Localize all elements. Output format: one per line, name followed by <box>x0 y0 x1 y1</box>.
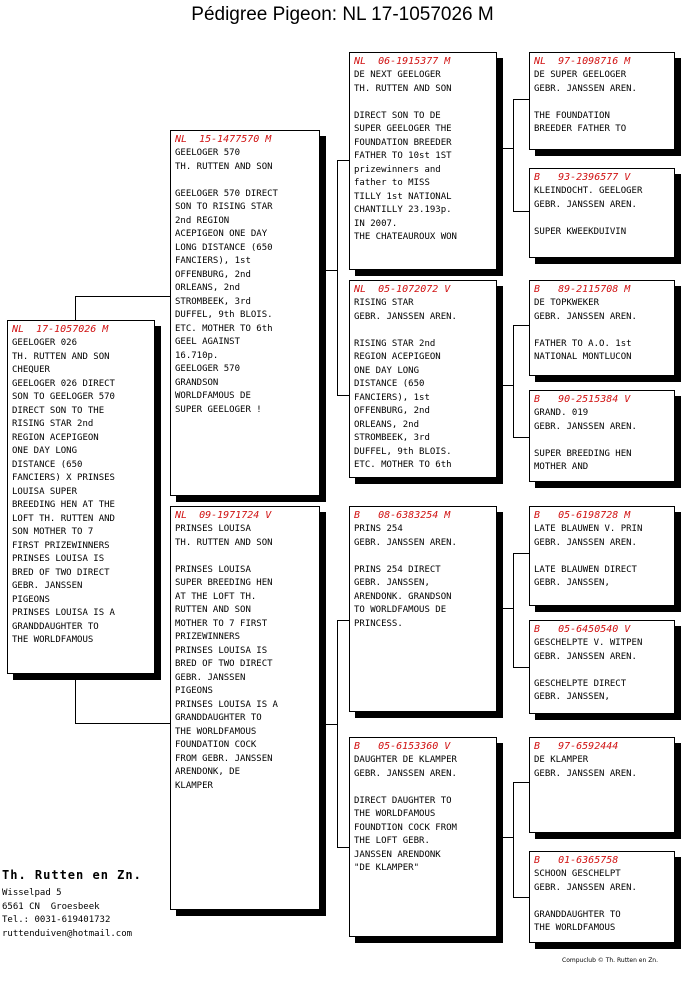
pigeon-description: DE NEXT GEELOGER TH. RUTTEN AND SON DIRECT SON TO DE SUPER GEELOGER THE FOUNDATION BREEDER FATHER TO 10st 1ST prizewinners and father to MISS TILLY 1st NATIONAL CHANTILLY 23.193p. IN 2007. THE CHATEAUROUX WON <box>354 70 457 242</box>
connector <box>513 99 529 100</box>
breeder-city: 6561 CN Groesbeek <box>2 901 100 912</box>
pigeon-description: RISING STAR GEBR. JANSSEN AREN. RISING STAR 2nd REGION ACEPIGEON ONE DAY LONG DISTANCE (650 FANCIERS), 1st OFFENBURG, 2nd ORLEANS, 2nd STROMBEEK, 3rd DUFFEL, 9th BLOIS. ETC. MOTHER TO 6th <box>354 298 457 470</box>
connector <box>513 782 514 898</box>
great-grandparent-card[interactable] <box>529 851 675 943</box>
great-grandparent-card[interactable] <box>529 52 675 150</box>
connector <box>322 270 338 271</box>
connector <box>322 724 338 725</box>
ring-number: NL 06-1915377 M <box>354 56 451 67</box>
connector <box>513 782 529 783</box>
ring-number: B 89-2115708 M <box>534 284 631 295</box>
connector <box>513 897 529 898</box>
grandparent-card[interactable] <box>349 52 497 270</box>
ring-number: B 05-6450540 V <box>534 624 631 635</box>
pigeon-description: GESCHELPTE V. WITPEN GEBR. JANSSEN AREN. GESCHELPTE DIRECT GEBR. JANSSEN, <box>534 638 643 702</box>
grandparent-card[interactable] <box>349 280 497 478</box>
connector <box>337 620 338 848</box>
great-grandparent-card[interactable] <box>529 168 675 258</box>
ring-number: NL 17-1057026 M <box>12 324 109 335</box>
breeder-info <box>2 867 142 941</box>
dam-card[interactable] <box>170 506 320 910</box>
pigeon-description: DE SUPER GEELOGER GEBR. JANSSEN AREN. THE FOUNDATION BREEDER FATHER TO <box>534 70 637 134</box>
great-grandparent-card[interactable] <box>529 506 675 606</box>
connector <box>75 296 170 297</box>
pigeon-description: LATE BLAUWEN V. PRIN GEBR. JANSSEN AREN. LATE BLAUWEN DIRECT GEBR. JANSSEN, <box>534 524 643 588</box>
connector <box>75 296 76 322</box>
connector <box>513 553 529 554</box>
connector <box>500 608 514 609</box>
great-grandparent-card[interactable] <box>529 620 675 714</box>
pigeon-description: GRAND. 019 GEBR. JANSSEN AREN. SUPER BREEDING HEN MOTHER AND <box>534 408 637 472</box>
ring-number: B 05-6198728 M <box>534 510 631 521</box>
pigeon-description: KLEINDOCHT. GEELOGER GEBR. JANSSEN AREN. SUPER KWEEKDUIVIN <box>534 186 643 237</box>
ring-number: B 90-2515384 V <box>534 394 631 405</box>
connector <box>513 437 529 438</box>
page-title: Pédigree Pigeon: NL 17-1057026 M <box>191 4 494 25</box>
ring-number: B 08-6383254 M <box>354 510 451 521</box>
connector <box>337 395 349 396</box>
connector <box>513 667 529 668</box>
grandparent-card[interactable] <box>349 506 497 712</box>
ring-number: NL 09-1971724 V <box>175 510 272 521</box>
connector <box>337 160 338 396</box>
connector <box>513 99 514 212</box>
pigeon-description: DAUGHTER DE KLAMPER GEBR. JANSSEN AREN. DIRECT DAUGHTER TO THE WORLDFAMOUS FOUNDTION COCK FROM THE LOFT GEBR. JANSSEN ARENDONK "DE KLAMPER" <box>354 755 457 873</box>
connector <box>75 674 76 724</box>
connector <box>75 723 170 724</box>
ring-number: B 01-6365758 <box>534 855 619 866</box>
sire-card[interactable] <box>170 130 320 496</box>
great-grandparent-card[interactable] <box>529 737 675 833</box>
ring-number: NL 05-1072072 V <box>354 284 451 295</box>
great-grandparent-card[interactable] <box>529 390 675 482</box>
grandparent-card[interactable] <box>349 737 497 937</box>
connector <box>500 385 514 386</box>
pigeon-description: PRINS 254 GEBR. JANSSEN AREN. PRINS 254 DIRECT GEBR. JANSSEN, ARENDONK. GRANDSON TO WORLDFAMOUS DE PRINCESS. <box>354 524 457 629</box>
connector <box>500 148 514 149</box>
connector <box>513 325 514 438</box>
ring-number: NL 15-1477570 M <box>175 134 272 145</box>
connector <box>337 620 349 621</box>
pigeon-description: SCHOON GESCHELPT GEBR. JANSSEN AREN. GRANDDAUGHTER TO THE WORLDFAMOUS <box>534 869 637 933</box>
ring-number: B 93-2396577 V <box>534 172 631 183</box>
pigeon-description: GEELOGER 026 TH. RUTTEN AND SON CHEQUER GEELOGER 026 DIRECT SON TO GEELOGER 570 DIRECT SON TO THE RISING STAR 2nd REGION ACEPIGEON ONE DAY LONG DISTANCE (650 FANCIERS) X PRINSES LOUISA SUPER BREEDING HEN AT THE LOFT TH. RUTTEN AND SON MOTHER TO 7 FIRST PRIZEWINNERS PRINSES LOUISA IS BRED OF TWO DIRECT GEBR. JANSSEN PIGEONS PRINSES LOUISA IS A GRANDDAUGHTER TO THE WORLDFAMOUS <box>12 338 115 645</box>
pigeon-description: DE KLAMPER GEBR. JANSSEN AREN. <box>534 755 637 779</box>
connector <box>337 160 349 161</box>
breeder-name: Th. Rutten en Zn. <box>2 868 142 882</box>
connector <box>500 837 514 838</box>
connector <box>513 211 529 212</box>
breeder-address: Wisselpad 5 <box>2 888 62 898</box>
breeder-email[interactable]: ruttenduiven@hotmail.com <box>2 928 133 939</box>
connector <box>513 325 529 326</box>
footer-credit: Compuclub © Th. Rutten en Zn. <box>562 957 659 964</box>
pigeon-description: PRINSES LOUISA TH. RUTTEN AND SON PRINSES LOUISA SUPER BREEDING HEN AT THE LOFT TH. RUTTEN AND SON MOTHER TO 7 FIRST PRIZEWINNERS PRINSES LOUISA IS BRED OF TWO DIRECT GEBR. JANSSEN PIGEONS PRINSES LOUISA IS A GRANDDAUGHTER TO THE WORLDFAMOUS FOUNDATION COCK FROM GEBR. JANSSEN ARENDONK, DE KLAMPER <box>175 524 278 791</box>
ring-number: B 97-6592444 <box>534 741 619 752</box>
pigeon-description: GEELOGER 570 TH. RUTTEN AND SON GEELOGER 570 DIRECT SON TO RISING STAR 2nd REGION ACEPIGEON ONE DAY LONG DISTANCE (650 FANCIERS), 1st OFFENBURG, 2nd ORLEANS, 2nd STROMBEEK, 3rd DUFFEL, 9th BLOIS. ETC. MOTHER TO 6th GEEL AGAINST 16.710p. GEELOGER 570 GRANDSON WORLDFAMOUS DE SUPER GEELOGER ! <box>175 148 278 415</box>
pigeon-description: DE TOPKWEKER GEBR. JANSSEN AREN. FATHER TO A.O. 1st NATIONAL MONTLUCON <box>534 298 637 362</box>
connector <box>337 847 349 848</box>
connector <box>513 553 514 668</box>
ring-number: NL 97-1098716 M <box>534 56 631 67</box>
great-grandparent-card[interactable] <box>529 280 675 376</box>
ring-number: B 05-6153360 V <box>354 741 451 752</box>
breeder-phone: Tel.: 0031-619401732 <box>2 915 111 925</box>
subject-card[interactable] <box>7 320 155 674</box>
